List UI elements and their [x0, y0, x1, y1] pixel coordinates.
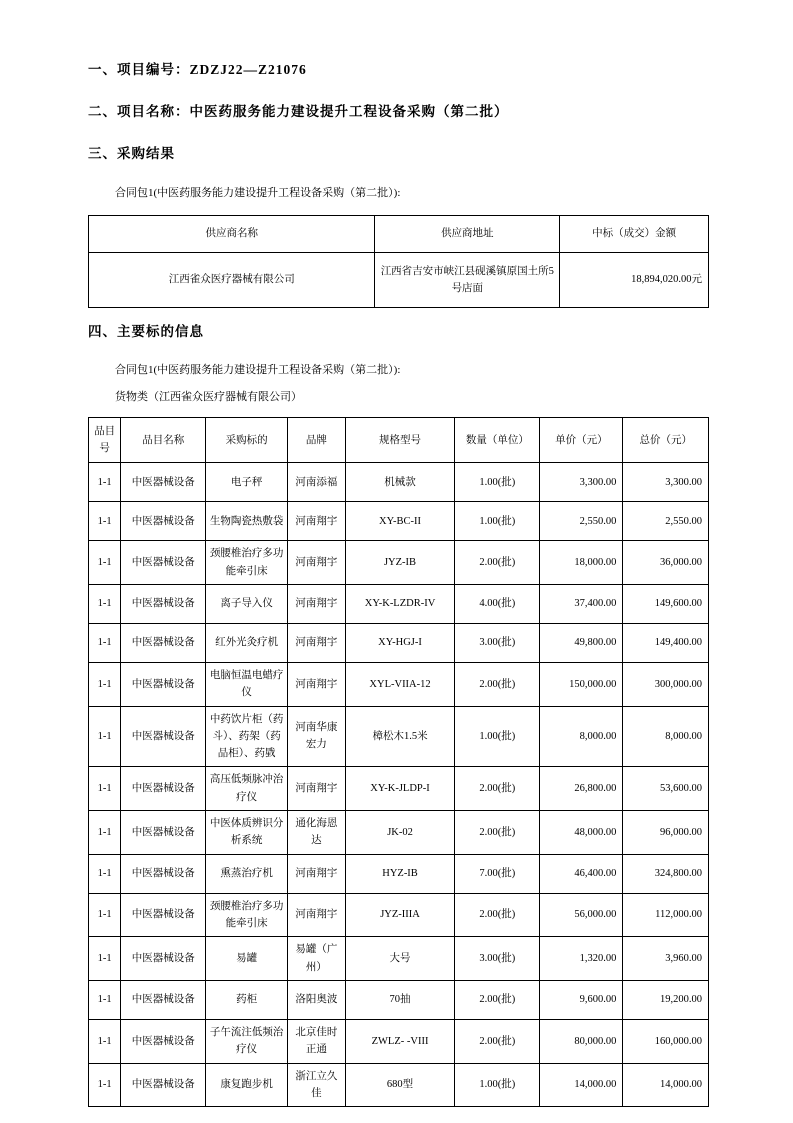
table-cell: 1-1: [89, 706, 121, 767]
table-cell: 高压低频脉冲治疗仪: [206, 767, 288, 811]
table-cell: 3,300.00: [540, 463, 623, 502]
table-cell: 易罐（广州）: [288, 937, 346, 981]
table-cell: 机械款: [345, 463, 455, 502]
procurement-result-title: 三、采购结果: [88, 146, 175, 162]
table-cell: 江西雀众医疗器械有限公司: [89, 253, 375, 308]
table-cell: 80,000.00: [540, 1019, 623, 1063]
table-cell: 大号: [345, 937, 455, 981]
project-name-line: 二、项目名称：中医药服务能力建设提升工程设备采购（第二批）: [88, 104, 509, 120]
table-cell: 1.00(批): [455, 502, 540, 541]
table-cell: 2,550.00: [540, 502, 623, 541]
table-cell: XY-BC-II: [345, 502, 455, 541]
table-cell: 14,000.00: [540, 1063, 623, 1107]
items-table-body: [89, 463, 709, 1107]
main-info-title: 四、主要标的信息: [88, 324, 204, 340]
table-cell: 河南添福: [288, 463, 346, 502]
table-cell: 96,000.00: [623, 811, 709, 855]
table-cell: 2.00(批): [455, 662, 540, 706]
table-cell: 56,000.00: [540, 893, 623, 937]
header-row: [89, 216, 709, 253]
table-cell: 160,000.00: [623, 1019, 709, 1063]
table-cell: 4.00(批): [455, 584, 540, 623]
table-cell: 149,400.00: [623, 623, 709, 662]
table-cell: 子午流注低频治疗仪: [206, 1019, 288, 1063]
main-info-package-line: 合同包1(中医药服务能力建设提升工程设备采购（第二批）):: [115, 364, 401, 377]
table-cell: 3,300.00: [623, 463, 709, 502]
table-cell: 3.00(批): [455, 623, 540, 662]
table-cell: 河南华康宏力: [288, 706, 346, 767]
table-cell: 46,400.00: [540, 854, 623, 893]
table-row: [89, 706, 709, 767]
header-cell: 供应商地址: [375, 216, 560, 253]
table-cell: 中医器械设备: [121, 463, 206, 502]
table-row: [89, 253, 709, 308]
header-cell: 总价（元）: [623, 418, 709, 463]
table-cell: 洛阳奥波: [288, 980, 346, 1019]
table-cell: 河南翔宇: [288, 893, 346, 937]
table-cell: 中医器械设备: [121, 502, 206, 541]
table-cell: 1-1: [89, 767, 121, 811]
table-cell: XY-K-JLDP-I: [345, 767, 455, 811]
result-table-header: [89, 216, 709, 253]
table-cell: JYZ-IB: [345, 541, 455, 585]
table-cell: 颈腰椎治疗多功能牵引床: [206, 893, 288, 937]
table-cell: 易罐: [206, 937, 288, 981]
table-cell: 河南翔宇: [288, 854, 346, 893]
table-cell: 1-1: [89, 937, 121, 981]
table-cell: 中医器械设备: [121, 767, 206, 811]
table-row: [89, 980, 709, 1019]
table-cell: 300,000.00: [623, 662, 709, 706]
table-cell: 河南翔宇: [288, 584, 346, 623]
table-cell: 1.00(批): [455, 706, 540, 767]
table-cell: 2.00(批): [455, 811, 540, 855]
table-cell: 中医器械设备: [121, 937, 206, 981]
table-cell: 53,600.00: [623, 767, 709, 811]
table-cell: 河南翔宇: [288, 767, 346, 811]
header-cell: 品目号: [89, 418, 121, 463]
table-row: [89, 893, 709, 937]
table-cell: 中医器械设备: [121, 980, 206, 1019]
header-cell: 品牌: [288, 418, 346, 463]
table-cell: 河南翔宇: [288, 541, 346, 585]
table-cell: 江西省吉安市峡江县砚溪镇原国土所5号店面: [375, 253, 560, 308]
table-row: [89, 541, 709, 585]
table-cell: 中医器械设备: [121, 1019, 206, 1063]
table-cell: 中医器械设备: [121, 1063, 206, 1107]
table-cell: JK-02: [345, 811, 455, 855]
table-cell: 2.00(批): [455, 893, 540, 937]
table-cell: ZWLZ- -VIII: [345, 1019, 455, 1063]
table-cell: 2.00(批): [455, 980, 540, 1019]
header-cell: 采购标的: [206, 418, 288, 463]
table-cell: HYZ-IB: [345, 854, 455, 893]
table-cell: 36,000.00: [623, 541, 709, 585]
table-cell: 浙江立久佳: [288, 1063, 346, 1107]
table-cell: 河南翔宇: [288, 502, 346, 541]
main-info-goods-line: 货物类（江西雀众医疗器械有限公司）: [115, 390, 302, 403]
table-cell: 中医器械设备: [121, 541, 206, 585]
procurement-result-table: [88, 215, 709, 308]
table-cell: 2,550.00: [623, 502, 709, 541]
table-cell: 1-1: [89, 541, 121, 585]
table-row: [89, 937, 709, 981]
table-cell: 1-1: [89, 1063, 121, 1107]
table-cell: 149,600.00: [623, 584, 709, 623]
table-cell: 河南翔宇: [288, 662, 346, 706]
table-cell: 1-1: [89, 463, 121, 502]
header-cell: 数量（单位）: [455, 418, 540, 463]
table-cell: 324,800.00: [623, 854, 709, 893]
header-row: [89, 418, 709, 463]
table-cell: 2.00(批): [455, 767, 540, 811]
items-table-header: [89, 418, 709, 463]
table-cell: 48,000.00: [540, 811, 623, 855]
header-cell: 规格型号: [345, 418, 455, 463]
table-cell: 通化海恩达: [288, 811, 346, 855]
header-cell: 单价（元）: [540, 418, 623, 463]
table-row: [89, 854, 709, 893]
table-cell: 1-1: [89, 662, 121, 706]
table-row: [89, 767, 709, 811]
table-cell: 中医器械设备: [121, 623, 206, 662]
table-cell: 1-1: [89, 1019, 121, 1063]
table-cell: 3,960.00: [623, 937, 709, 981]
table-cell: 14,000.00: [623, 1063, 709, 1107]
table-cell: 电子秤: [206, 463, 288, 502]
table-cell: 离子导入仪: [206, 584, 288, 623]
table-cell: 37,400.00: [540, 584, 623, 623]
table-cell: 樟松木1.5米: [345, 706, 455, 767]
table-cell: 1-1: [89, 893, 121, 937]
result-package-line: 合同包1(中医药服务能力建设提升工程设备采购（第二批）):: [115, 186, 401, 199]
table-cell: 生物陶瓷热敷袋: [206, 502, 288, 541]
table-cell: 电脑恒温电蜡疗仪: [206, 662, 288, 706]
table-cell: 49,800.00: [540, 623, 623, 662]
table-cell: 康复跑步机: [206, 1063, 288, 1107]
result-table-body: [89, 253, 709, 308]
table-cell: 药柜: [206, 980, 288, 1019]
table-row: [89, 1019, 709, 1063]
table-cell: 1-1: [89, 980, 121, 1019]
table-cell: 26,800.00: [540, 767, 623, 811]
table-cell: 中医器械设备: [121, 893, 206, 937]
table-cell: 1-1: [89, 854, 121, 893]
table-cell: 8,000.00: [623, 706, 709, 767]
table-cell: 颈腰椎治疗多功能牵引床: [206, 541, 288, 585]
table-cell: 1-1: [89, 584, 121, 623]
table-cell: 1.00(批): [455, 1063, 540, 1107]
table-cell: JYZ-IIIA: [345, 893, 455, 937]
table-cell: 150,000.00: [540, 662, 623, 706]
table-cell: 中医体质辨识分析系统: [206, 811, 288, 855]
table-cell: 红外光灸疗机: [206, 623, 288, 662]
table-cell: XYL-VIIA-12: [345, 662, 455, 706]
project-number-line: 一、项目编号：ZDZJ22—Z21076: [88, 62, 307, 77]
table-cell: 1-1: [89, 502, 121, 541]
header-cell: 品目名称: [121, 418, 206, 463]
table-cell: 1-1: [89, 623, 121, 662]
table-cell: 中医器械设备: [121, 706, 206, 767]
table-cell: 熏蒸治疗机: [206, 854, 288, 893]
table-cell: 中医器械设备: [121, 662, 206, 706]
table-cell: 1.00(批): [455, 463, 540, 502]
table-row: [89, 623, 709, 662]
items-table: [88, 417, 709, 1107]
table-cell: 19,200.00: [623, 980, 709, 1019]
table-cell: 1-1: [89, 811, 121, 855]
header-cell: 供应商名称: [89, 216, 375, 253]
table-cell: 2.00(批): [455, 1019, 540, 1063]
table-cell: 中医器械设备: [121, 854, 206, 893]
table-row: [89, 463, 709, 502]
table-cell: 680型: [345, 1063, 455, 1107]
table-cell: 中医器械设备: [121, 811, 206, 855]
table-cell: 北京佳时正通: [288, 1019, 346, 1063]
table-cell: 1,320.00: [540, 937, 623, 981]
table-row: [89, 811, 709, 855]
table-cell: 7.00(批): [455, 854, 540, 893]
header-cell: 中标（成交）金额: [560, 216, 709, 253]
table-row: [89, 584, 709, 623]
table-cell: 中医器械设备: [121, 584, 206, 623]
table-cell: XY-HGJ-I: [345, 623, 455, 662]
table-cell: 112,000.00: [623, 893, 709, 937]
table-row: [89, 662, 709, 706]
table-cell: 18,894,020.00元: [560, 253, 709, 308]
table-row: [89, 1063, 709, 1107]
table-cell: 70抽: [345, 980, 455, 1019]
table-cell: 2.00(批): [455, 541, 540, 585]
table-row: [89, 502, 709, 541]
table-cell: XY-K-LZDR-IV: [345, 584, 455, 623]
table-cell: 8,000.00: [540, 706, 623, 767]
table-cell: 9,600.00: [540, 980, 623, 1019]
table-cell: 河南翔宇: [288, 623, 346, 662]
table-cell: 3.00(批): [455, 937, 540, 981]
table-cell: 中药饮片柜（药斗）、药架（药品柜）、药戥: [206, 706, 288, 767]
table-cell: 18,000.00: [540, 541, 623, 585]
